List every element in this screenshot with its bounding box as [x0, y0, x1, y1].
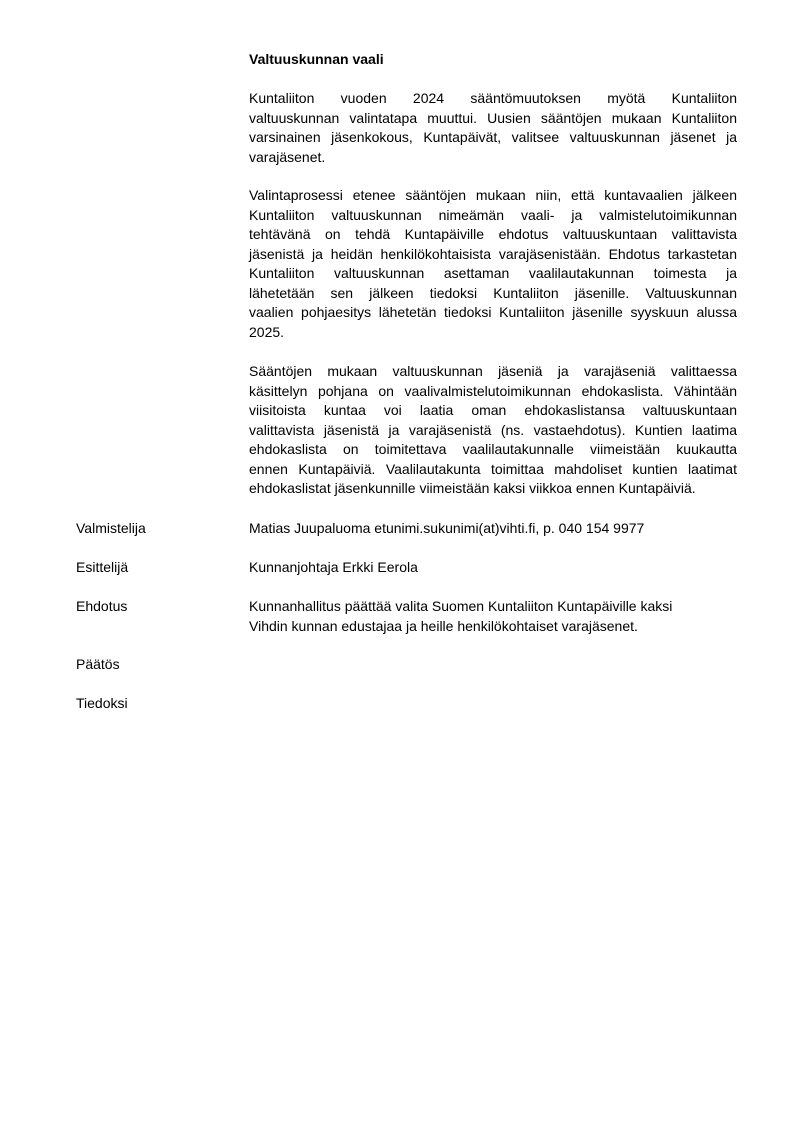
paragraph-line: viisitoista kuntaa voi laatia oman ehdokaslistansa valtuuskuntaan — [249, 402, 737, 418]
body-paragraph — [249, 186, 737, 342]
paragraph-line: Valintaprosessi etenee sääntöjen mukaan niin, että kuntavaalien jälkeen — [249, 187, 737, 203]
field-value-esittelija: Kunnanjohtaja Erkki Eerola — [249, 559, 418, 575]
document-title: Valtuuskunnan vaali — [249, 51, 384, 67]
field-value-line: Kunnanhallitus päättää valita Suomen Kuntaliiton Kuntapäiville kaksi — [249, 598, 673, 614]
paragraph-line: tehtävänä on tehdä Kuntapäiville ehdotus valtuuskuntaan valittavista — [249, 226, 737, 242]
field-label-valmistelija: Valmistelija — [76, 520, 146, 536]
paragraph-line: ennen Kuntapäiviä. Vaalilautakunta toimittaa mahdoliset kuntien laatimat — [249, 460, 737, 477]
paragraph-line: ehdokaslistat jäsenkunnille viimeistään kaksi viikkoa ennen Kuntapäiviä. — [249, 480, 696, 496]
paragraph-line: vaalien pohjaesitys lähetetän tiedoksi Kuntaliiton jäsenille syyskuun alussa — [249, 304, 737, 320]
body-paragraph — [249, 89, 737, 167]
paragraph-line: valittavista jäsenistä ja varajäsenistä (ns. vastaehdotus). Kuntien laatima — [249, 421, 737, 438]
paragraph-line: 2025. — [249, 323, 285, 340]
paragraph-line: Kuntaliiton valtuuskunnan nimeämän vaali- ja valmistelutoimikunnan — [249, 206, 737, 223]
body-paragraph — [249, 362, 737, 499]
paragraph-line: käsittelyn pohjana on vaalivalmistelutoimikunnan ehdokaslista. Vähintään — [249, 382, 737, 399]
paragraph-line: Sääntöjen mukaan valtuuskunnan jäseniä ja varajäseniä valittaessa — [249, 363, 737, 379]
field-label-paatos: Päätös — [76, 656, 120, 672]
field-value-ehdotus — [249, 597, 672, 636]
paragraph-line: Kuntaliiton valtuuskunnan asettaman vaalilautakunnan toimesta ja — [249, 265, 737, 281]
paragraph-line: jäsenistä ja heidän henkilökohtaisista varajäsenistään. Ehdotus tarkastetan — [249, 245, 737, 262]
paragraph-line: varajäsenet. — [249, 148, 326, 165]
paragraph-line: lähetetään sen jälkeen tiedoksi Kuntaliiton jäsenille. Valtuuskunnan — [249, 284, 737, 301]
field-label-tiedoksi: Tiedoksi — [76, 695, 128, 711]
field-label-esittelija: Esittelijä — [76, 559, 129, 575]
field-value-line: Vihdin kunnan edustajaa ja heille henkilökohtaiset varajäsenet. — [249, 617, 638, 634]
paragraph-line: ehdokaslista on toimitettava vaalilautakunnalle viimeistään kuukautta — [249, 441, 737, 457]
field-value-valmistelija: Matias Juupaluoma etunimi.sukunimi(at)vihti.fi, p. 040 154 9977 — [249, 520, 645, 536]
field-label-ehdotus: Ehdotus — [76, 598, 128, 614]
paragraph-line: Kuntaliiton vuoden 2024 sääntömuutoksen myötä Kuntaliiton — [249, 90, 737, 106]
paragraph-line: varsinainen jäsenkokous, Kuntapäivät, valitsee valtuuskunnan jäsenet ja — [249, 129, 737, 145]
paragraph-line: valtuuskunnan valintatapa muuttui. Uusien sääntöjen mukaan Kuntaliiton — [249, 109, 737, 126]
